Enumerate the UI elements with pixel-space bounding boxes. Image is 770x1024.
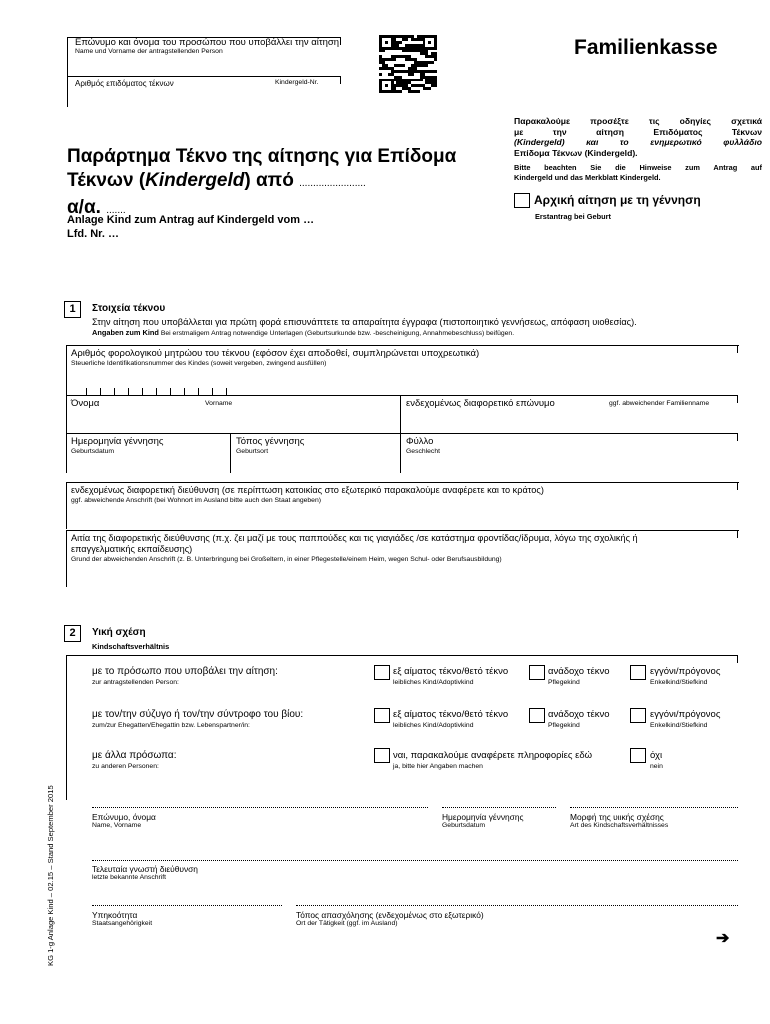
work-place-label-de: Ort der Tätigkeit (ggf. im Ausland)	[296, 920, 398, 927]
applicant-biological-child-label-gr: εξ αίματος τέκνο/θετό τέκνο	[393, 666, 509, 677]
first-application-label-gr: Αρχική αίτηση με τη γέννηση	[534, 193, 701, 207]
person-name-field[interactable]	[92, 807, 428, 808]
applicant-foster-child-label-de: Pflegekind	[548, 679, 580, 686]
others-no-label-gr: όχι	[650, 750, 663, 761]
tax-id-digit-tick	[100, 388, 101, 395]
applicant-grandchild-label-de: Enkelkind/Stiefkind	[650, 679, 708, 686]
tax-id-digit-tick	[86, 388, 87, 395]
tax-id-digit-tick	[212, 388, 213, 395]
spouse-grandchild-checkbox[interactable]	[630, 708, 646, 723]
applicant-name-field[interactable]	[69, 59, 339, 75]
last-address-label-de: letzte bekannte Anschrift	[92, 874, 167, 881]
section-1-intro-gr: Στην αίτηση που υποβάλλεται για πρώτη φορά επισυνάπτετε τα απαραίτητα έγγραφα (πιστοποιητικό γεννήσεως, απόφαση υιοθεσίας).	[92, 317, 637, 327]
others-yes-label-de: ja, bitte hier Angaben machen	[393, 763, 483, 770]
form-title	[67, 145, 456, 223]
kindergeld-number-field[interactable]	[69, 89, 339, 105]
kindergeld-number-label-gr: Αριθμός επιδόματος τέκνων	[75, 79, 174, 88]
notice-gr-line-2: με την αίτηση Επιδόματος Τέκνων	[514, 126, 762, 137]
sex-label-gr: Φύλλο	[406, 436, 434, 447]
applicant-name-label-de: Name und Vorname der antragstellenden Person	[75, 48, 223, 55]
work-place-field[interactable]	[296, 905, 738, 906]
applicant-biological-child-checkbox[interactable]	[374, 665, 390, 680]
title-part: Τέκνων (	[67, 170, 146, 191]
serial-number-field[interactable]: .......	[106, 205, 126, 216]
notice-de-line-1: Bitte beachten Sie die Hinweise zum Antrag auf	[514, 163, 762, 172]
section-2-frame	[66, 655, 67, 800]
next-page-arrow-icon: ➔	[716, 930, 730, 947]
others-yes-label-gr: ναι, παρακαλούμε αναφέρετε πληροφορίες εδώ	[393, 750, 593, 761]
person-birth-date-label-gr: Ημερομηνία γέννησης	[442, 812, 524, 822]
first-name-field[interactable]	[66, 395, 67, 433]
title-serial: α/α.	[67, 197, 101, 218]
person-relation-type-label-de: Art des Kindschaftsverhältnisses	[570, 822, 669, 829]
others-yes-checkbox[interactable]	[374, 748, 390, 763]
person-relation-type-label-gr: Μορφή της υιικής σχέσης	[570, 812, 664, 822]
spouse-biological-child-label-gr: εξ αίματος τέκνο/θετό τέκνο	[393, 709, 509, 720]
other-surname-label-de: ggf. abweichender Familienname	[609, 400, 710, 407]
notice-block	[514, 116, 762, 182]
spouse-grandchild-label-de: Enkelkind/Stiefkind	[650, 722, 708, 729]
others-no-checkbox[interactable]	[630, 748, 646, 763]
first-application-checkbox[interactable]	[514, 193, 530, 208]
last-address-field[interactable]	[92, 860, 738, 861]
title-kindergeld: Kindergeld	[145, 170, 245, 191]
person-birth-date-label-de: Geburtsdatum	[442, 822, 486, 829]
section-2-number: 2	[64, 625, 81, 642]
tax-id-digit-tick	[128, 388, 129, 395]
relation-spouse-label-de: zum/zur Ehegatten/Ehegattin bzw. Lebenspartner/in:	[92, 722, 250, 729]
notice-gr-line-4: Επίδομα Τέκνων (Kindergeld).	[514, 147, 638, 158]
qr-code-icon	[379, 35, 437, 93]
tax-id-label-gr: Αριθμός φορολογικού μητρώου του τέκνου (εφόσον έχει αποδοθεί, συμπληρώνεται υποχρεωτικά)	[71, 348, 480, 359]
section-1-title: Στοιχεία τέκνου	[92, 303, 166, 314]
section-2-title: Υική σχέση	[92, 627, 146, 638]
section-1-number: 1	[64, 301, 81, 318]
sex-field[interactable]	[400, 433, 401, 473]
address-reason-label-de: Grund der abweichenden Anschrift (z. B. Unterbringung bei Großeltern, in einer Pflegestelle/einem Heim, wegen Schul- oder Berufsausbildung)	[71, 556, 502, 563]
spouse-foster-child-label-gr: ανάδοχο τέκνο	[548, 709, 610, 720]
section-1-intro-de-text: Bei erstmaligem Antrag notwendige Unterlagen (Geburtsurkunde bzw. -bescheinigung, Annahmebeschluss) beifügen.	[160, 330, 515, 337]
spouse-biological-child-checkbox[interactable]	[374, 708, 390, 723]
person-name-label-de: Name, Vorname	[92, 822, 142, 829]
title-part: ) από	[244, 170, 294, 191]
person-name-label-gr: Επώνυμο, όνομα	[92, 812, 156, 822]
title-de-line-2: Lfd. Nr. …	[67, 228, 119, 240]
birth-place-label-de: Geburtsort	[236, 448, 269, 455]
different-address-label-de: ggf. abweichende Anschrift (bei Wohnort im Ausland bitte auch den Staat angeben)	[71, 497, 322, 504]
other-surname-label-gr: ενδεχομένως διαφορετικό επώνυμο	[406, 398, 555, 409]
relation-others-label-gr: με άλλα πρόσωπα:	[92, 750, 177, 761]
different-address-label-gr: ενδεχομένως διαφορετική διεύθυνση (σε περίπτωση κατοικίας στο εξωτερικό παρακαλούμε αναφέρετε και το κράτος)	[71, 485, 544, 495]
person-birth-date-field[interactable]	[442, 807, 556, 808]
sex-label-de: Geschlecht	[406, 448, 441, 455]
tax-id-label-de: Steuerliche Identifikationsnummer des Kindes (soweit vergeben, zwingend ausfüllen)	[71, 360, 327, 367]
tax-id-digit-tick	[142, 388, 143, 395]
first-application-label-de: Erstantrag bei Geburt	[535, 212, 611, 221]
relation-spouse-label-gr: με τον/την σύζυγο ή τον/την σύντροφο του βίου:	[92, 709, 304, 720]
notice-gr-line-3: (Kindergeld) και το ενημερωτικό φυλλάδιο	[514, 137, 762, 147]
person-relation-type-field[interactable]	[570, 807, 738, 808]
first-name-label-de: Vorname	[205, 400, 233, 407]
address-reason-label-gr-1: Αιτία της διαφορετικής διεύθυνσης (π.χ. ζει μαζί με τους παππούδες και τις γιαγιάδες /σε κατάστημα φροντίδας/ίδρυμα, λόγω της σχολικής ή	[71, 533, 638, 543]
birth-place-label-gr: Τόπος γέννησης	[236, 436, 305, 447]
birth-date-label-gr: Ημερομηνία γέννησης	[71, 436, 164, 447]
tax-id-digit-tick	[226, 388, 227, 395]
spouse-grandchild-label-gr: εγγόνι/πρόγονος	[650, 709, 721, 720]
applicant-name-label-gr: Επώνυμο και όνομα του προσώπου που υποβάλλει την αίτηση	[75, 37, 340, 48]
section-1-intro-de-bold: Angaben zum Kind	[92, 328, 159, 337]
last-address-label-gr: Τελευταία γνωστή διεύθυνση	[92, 864, 198, 874]
spouse-biological-child-label-de: leibliches Kind/Adoptivkind	[393, 722, 474, 729]
relation-others-label-de: zu anderen Personen:	[92, 763, 159, 770]
application-date-field[interactable]: ........................	[299, 178, 366, 189]
tax-id-digit-tick	[184, 388, 185, 395]
applicant-biological-child-label-de: leibliches Kind/Adoptivkind	[393, 679, 474, 686]
applicant-grandchild-label-gr: εγγόνι/πρόγονος	[650, 666, 721, 677]
tax-id-digit-tick	[170, 388, 171, 395]
applicant-header-box	[67, 37, 341, 107]
title-line-2	[67, 169, 456, 196]
agency-title: Familienkasse	[574, 36, 718, 59]
nationality-label-gr: Υπηκοότητα	[92, 910, 138, 920]
notice-gr-line-1: Παρακαλούμε προσέξτε τις οδηγίες σχετικά	[514, 116, 762, 126]
tax-id-digit-tick	[198, 388, 199, 395]
birth-date-label-de: Geburtsdatum	[71, 448, 115, 455]
applicant-grandchild-checkbox[interactable]	[630, 665, 646, 680]
spouse-foster-child-checkbox[interactable]	[529, 708, 545, 723]
nationality-field[interactable]	[92, 905, 282, 906]
form-version-label: KG 1-g Anlage Kind – 02.15 – Stand September 2015	[46, 785, 55, 966]
work-place-label-gr: Τόπος απασχόλησης (ενδεχομένως στο εξωτερικό)	[296, 910, 484, 920]
tax-id-digit-tick	[114, 388, 115, 395]
address-reason-label-gr-2: επαγγελματικής εκπαίδευσης)	[71, 544, 193, 554]
kindergeld-number-label-de: Kindergeld-Nr.	[275, 79, 319, 86]
title-de-line-1: Anlage Kind zum Antrag auf Kindergeld vom …	[67, 214, 315, 226]
other-surname-field[interactable]	[400, 395, 401, 433]
birth-place-field[interactable]	[230, 433, 231, 473]
section-2-title-de: Kindschaftsverhältnis	[92, 642, 170, 651]
title-line-1: Παράρτημα Τέκνο της αίτησης για Επίδομα	[67, 146, 457, 167]
spouse-foster-child-label-de: Pflegekind	[548, 722, 580, 729]
tax-id-digit-tick	[156, 388, 157, 395]
relation-applicant-label-de: zur antragstellenden Person:	[92, 679, 179, 686]
nationality-label-de: Staatsangehörigkeit	[92, 920, 153, 927]
applicant-foster-child-checkbox[interactable]	[529, 665, 545, 680]
relation-applicant-label-gr: με το πρόσωπο που υποβάλει την αίτηση:	[92, 666, 278, 677]
applicant-foster-child-label-gr: ανάδοχο τέκνο	[548, 666, 610, 677]
first-name-label-gr: Όνομα	[71, 398, 100, 409]
notice-de-line-2: Kindergeld und das Merkblatt Kindergeld.	[514, 172, 661, 182]
section-1-intro-de	[92, 329, 514, 338]
others-no-label-de: nein	[650, 763, 663, 770]
birth-date-field[interactable]	[66, 433, 67, 473]
title-de	[67, 213, 314, 241]
